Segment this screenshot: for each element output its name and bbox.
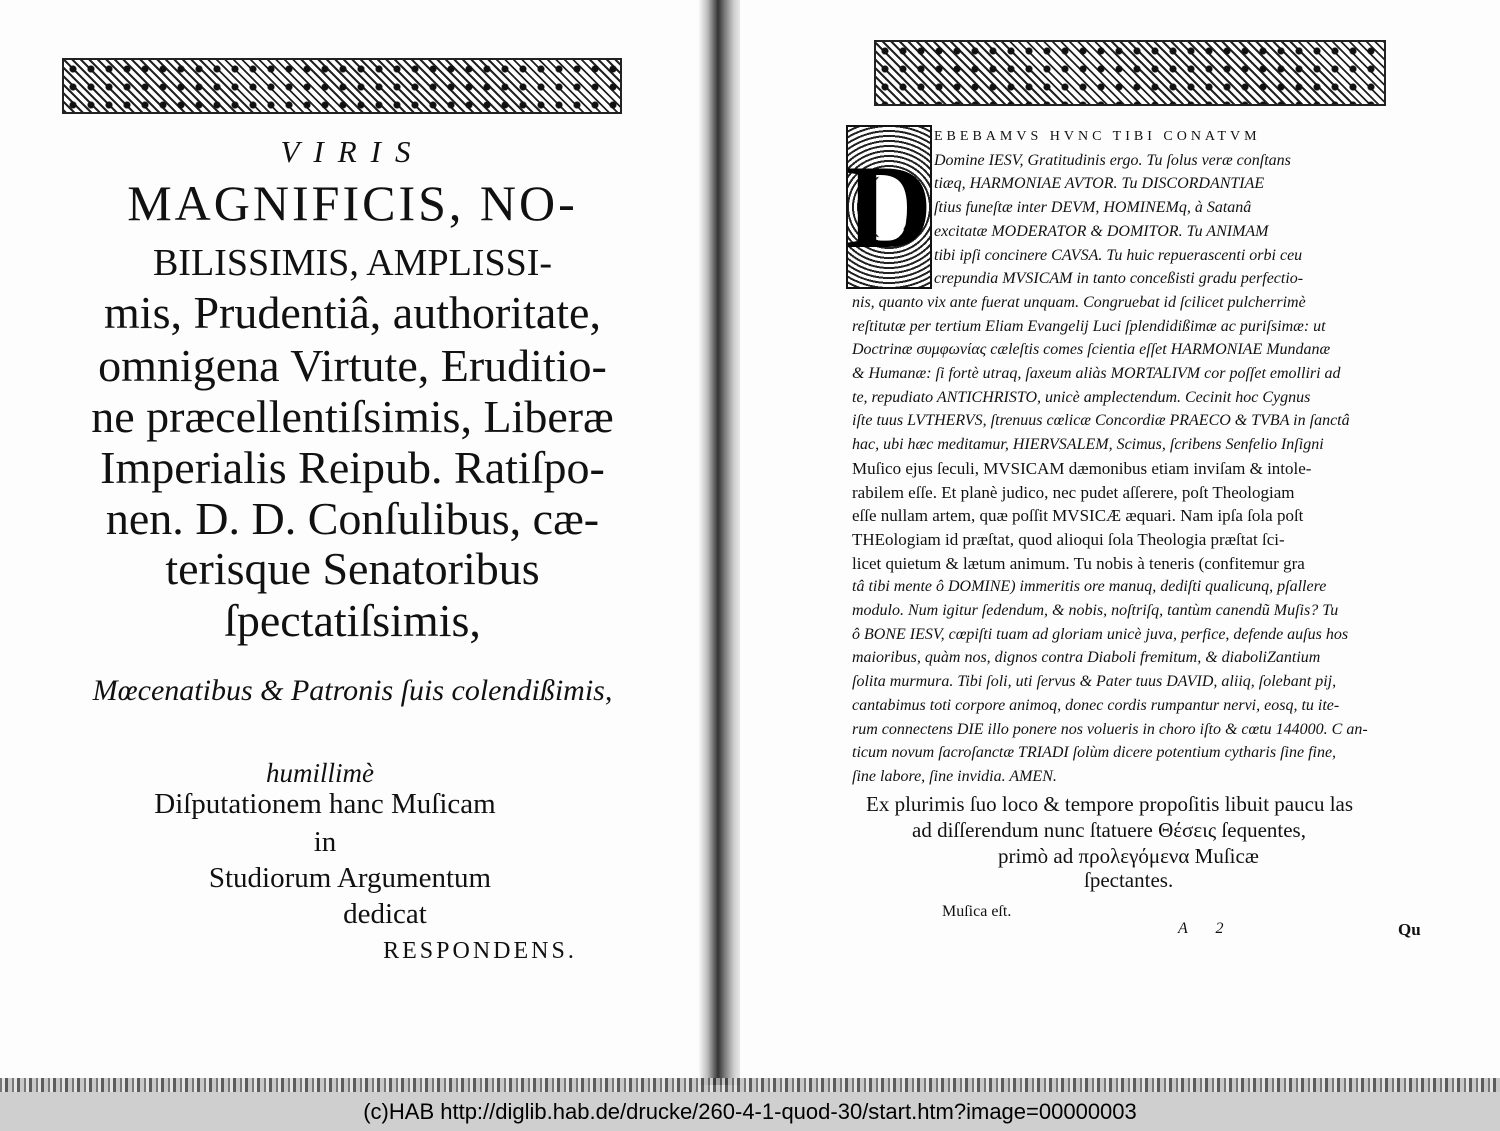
title-line: terisque Senatoribus <box>165 543 540 594</box>
respondens-line: RESPONDENS. <box>383 938 577 964</box>
source-footer: (c)HAB http://diglib.hab.de/drucke/260-4-1-quod-30/start.htm?image=00000003 <box>0 1092 1500 1131</box>
dedication-line: humillimè <box>266 758 374 788</box>
headpiece-ornament-left <box>62 58 622 114</box>
headpiece-ornament-right <box>874 40 1386 106</box>
body-line: tibi ipſi concinere CAVSA. Tu huic repuerascenti orbi ceu <box>934 246 1303 264</box>
body-line: maioribus, quàm nos, dignos contra Diaboli fremitum, & diaboliZantium <box>852 649 1321 667</box>
dedication-line: in <box>313 826 337 858</box>
body-line: ſine labore, ſine invidia. AMEN. <box>852 767 1057 785</box>
dedication-line: Studiorum Argumentum <box>208 862 492 894</box>
body-line: Domine IESV, Gratitudinis ergo. Tu ſolus veræ conſtans <box>934 151 1291 169</box>
body-line: ſtius funeſtæ inter DEVM, HOMINEMq, à Satanâ <box>934 199 1252 217</box>
title-line: MAGNIFICIS, NO- <box>127 175 578 231</box>
body-line: rabilem eſſe. Et planè judico, nec pudet aſſerere, poſt Theologiam <box>852 482 1295 502</box>
dedication-line: dedicat <box>343 898 427 930</box>
propositions-line: ad diſſerendum nunc ſtatuere Θέσεις ſequentes, <box>912 818 1306 842</box>
body-line: eſſe nullam artem, quæ poſſit MVSICÆ æquari. Nam ipſa ſola poſt <box>852 506 1304 526</box>
body-line: iſte tuus LVTHERVS, ſtrenuus cœlicæ Concordiæ PRAECO & TVBA in ſanctâ <box>852 412 1350 430</box>
propositions-line: ſpectantes. <box>1084 868 1174 892</box>
dedication-line: Diſputationem hanc Muſicam <box>154 788 496 820</box>
catchword-right: Qu <box>1398 920 1421 939</box>
body-line: hac, ubi hæc meditamur, HIERVSALEM, Scimus, ſcribens Senfelio Inſigni <box>852 436 1324 454</box>
body-line: ô BONE IESV, cœpiſti tuam ad gloriam unicè juva, perfice, defende auſus hos <box>852 625 1349 643</box>
body-line: reſtitutæ per tertium Eliam Evangelij Luci ſplendidißimæ ac puriſsimæ: ut <box>852 317 1326 335</box>
title-line: Imperialis Reipub. Ratiſpo- <box>100 442 605 493</box>
body-line: Muſico ejus ſeculi, MVSICAM dæmonibus etiam inviſam & intole- <box>852 458 1312 478</box>
body-line: & Humanæ: ſi fortè utraq, ſaxeum aliàs MORTALIVM cor poſſet emolliri ad <box>852 365 1341 382</box>
body-line: ſolita murmura. Tibi ſoli, uti ſervus & Pater tuus DAVID, aliiq, ſolebant pij, <box>852 673 1337 691</box>
body-line: tâ tibi mente ô DOMINE) immeritis ore manuq, dediſti qualicunq, pſallere <box>852 578 1327 596</box>
propositions-line: Ex plurimis ſuo loco & tempore propoſitis libuit paucu las <box>866 792 1354 816</box>
body-line: modulo. Num igitur ſedendum, & nobis, noſtriſq, tantùm canendũ Muſis? Tu <box>852 602 1339 619</box>
body-line: nis, quanto vix ante fuerat unquam. Congruebat id ſcilicet pulcherrimè <box>852 293 1306 311</box>
title-line: ſpectatiſsimis, <box>224 595 481 646</box>
book-gutter <box>698 0 746 1085</box>
body-line: rum connectens DIE illo ponere nos volueris in choro iſto & cœtu 144000. C an- <box>852 720 1368 738</box>
body-line: te, repudiato ANTICHRISTO, unicè amplectendum. Cecinit hoc Cygnus <box>852 388 1311 406</box>
body-line: crepundia MVSICAM in tanto conceßisti gradu perfectio- <box>934 270 1304 288</box>
title-line: mis, Prudentiâ, authoritate, <box>104 287 601 338</box>
body-line: cantabimus toti corpore animoq, donec cordis rumpantur nervi, eosq, tu ite- <box>852 696 1340 714</box>
body-line: EBEBAMVS HVNC TIBI CONATVM <box>934 129 1261 144</box>
title-line: nen. D. D. Conſulibus, cæ- <box>105 493 600 544</box>
title-line: omnigena Virtute, Eruditio- <box>98 340 607 391</box>
propositions-line: primò ad προλεγόμενα Muſicæ <box>998 844 1259 868</box>
title-line: VIRIS <box>280 134 425 169</box>
body-line: Doctrinæ συμφωνίας cæleſtis comes ſcientia eſſet HARMONIAE Mundanæ <box>852 341 1331 359</box>
title-line: BILISSIMIS, AMPLISSI- <box>152 242 553 284</box>
drop-cap-initial: D <box>846 125 932 289</box>
body-line: tiæq, HARMONIAE AVTOR. Tu DISCORDANTIAE <box>934 175 1265 193</box>
body-line: excitatæ MODERATOR & DOMITOR. Tu ANIMAM <box>934 222 1269 240</box>
left-page <box>0 0 705 1085</box>
body-line: licet quietum & lætum animum. Tu nobis à teneris (confitemur gra <box>852 553 1305 573</box>
body-line: THEologiam id præſtat, quod alioqui ſola Theologia præſtat ſci- <box>852 529 1285 549</box>
patrons-line: Mœcenatibus & Patronis ſuis colendißimis, <box>92 674 613 707</box>
signature-mark: A 2 <box>1178 920 1236 937</box>
bottom-page-edge <box>0 1078 1500 1092</box>
title-line: ne præcellentiſsimis, Liberæ <box>91 391 614 442</box>
body-line: ticum novum ſacroſanctæ TRIADI ſolùm dicere potentium cytharis ſine fine, <box>852 744 1337 762</box>
catchword-left: Muſica eſt. <box>942 903 1012 920</box>
